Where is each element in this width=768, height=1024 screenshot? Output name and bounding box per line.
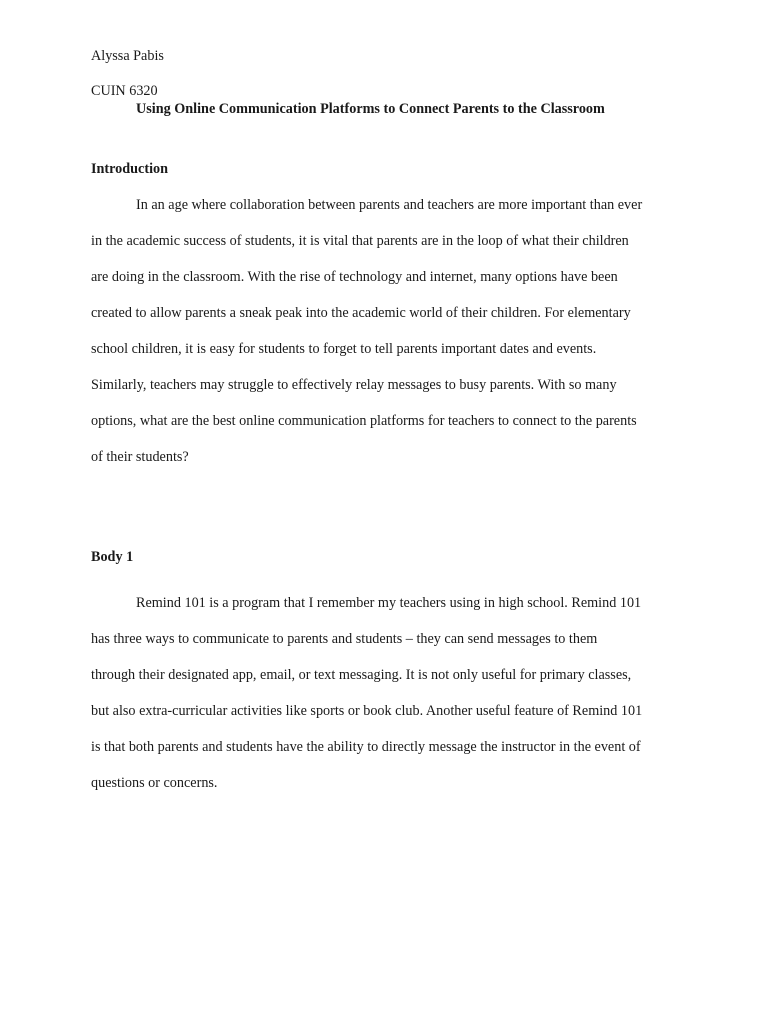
- paragraph-line: created to allow parents a sneak peak into the academic world of their children. For elementary: [91, 305, 631, 321]
- paragraph-line: Remind 101 is a program that I remember my teachers using in high school. Remind 101: [136, 595, 642, 611]
- paragraph-line: has three ways to communicate to parents and students – they can send messages to them: [91, 631, 598, 647]
- paragraph-line: of their students?: [91, 449, 189, 465]
- paragraph-line: options, what are the best online communication platforms for teachers to connect to the parents: [91, 413, 637, 429]
- paragraph-line: through their designated app, email, or text messaging. It is not only useful for primary classes,: [91, 667, 632, 683]
- paragraph-line: In an age where collaboration between parents and teachers are more important than ever: [136, 197, 643, 213]
- paragraph-line: is that both parents and students have the ability to directly message the instructor in the event of: [91, 739, 641, 755]
- paragraph-line: questions or concerns.: [91, 775, 218, 791]
- paragraph-line: school children, it is easy for students to forget to tell parents important dates and events.: [91, 341, 597, 357]
- course-code: CUIN 6320: [91, 83, 158, 99]
- section-heading-body-1: Body 1: [91, 549, 134, 565]
- paragraph-line: Similarly, teachers may struggle to effectively relay messages to busy parents. With so many: [91, 377, 617, 393]
- section-heading-introduction: Introduction: [91, 161, 168, 177]
- paragraph-line: in the academic success of students, it is vital that parents are in the loop of what their children: [91, 233, 629, 249]
- paragraph-line: but also extra-curricular activities like sports or book club. Another useful feature of Remind 101: [91, 703, 643, 719]
- author-name: Alyssa Pabis: [91, 48, 164, 64]
- document-title: Using Online Communication Platforms to Connect Parents to the Classroom: [136, 101, 605, 117]
- paragraph-line: are doing in the classroom. With the rise of technology and internet, many options have been: [91, 269, 618, 285]
